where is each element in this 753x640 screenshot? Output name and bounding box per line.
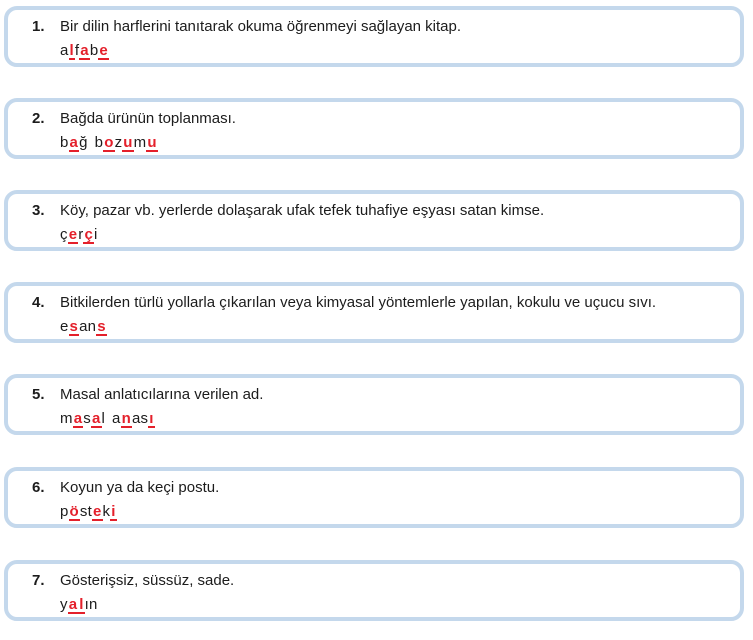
answer-word xyxy=(60,410,155,428)
filled-letter: e xyxy=(93,503,102,520)
filled-letter: i xyxy=(111,503,116,520)
filled-letter: e xyxy=(68,226,78,243)
given-letter: s xyxy=(83,410,91,427)
question-card-3 xyxy=(4,190,744,251)
given-letter: y xyxy=(60,596,68,613)
filled-letter: n xyxy=(121,410,131,427)
answer-word xyxy=(60,318,107,336)
question-clue: Masal anlatıcılarına verilen ad. xyxy=(60,386,264,403)
question-card-5 xyxy=(4,374,744,435)
question-clue: Bağda ürünün toplanması. xyxy=(60,110,236,127)
filled-letter: e xyxy=(99,42,108,59)
given-letter: a xyxy=(131,410,141,427)
given-letter: n xyxy=(87,318,97,335)
question-clue: Koyun ya da keçi postu. xyxy=(60,479,220,496)
filled-letter: a xyxy=(80,42,89,59)
given-letter: ç xyxy=(60,226,68,243)
given-letter: a xyxy=(79,318,88,335)
given-letter: b xyxy=(60,134,69,151)
given-letter: ı xyxy=(84,596,89,613)
answer-word xyxy=(60,134,158,152)
question-card-6 xyxy=(4,467,744,528)
filled-letter: o xyxy=(104,134,114,151)
filled-letter: s xyxy=(69,318,79,335)
filled-letter: u xyxy=(123,134,133,151)
given-letter: s xyxy=(140,410,149,427)
given-letter: ğ xyxy=(79,134,88,151)
filled-letter: l xyxy=(69,42,74,59)
given-letter: e xyxy=(60,318,69,335)
answer-word xyxy=(60,226,98,244)
given-letter: r xyxy=(78,226,84,243)
given-letter: t xyxy=(87,503,92,520)
filled-letter: ı xyxy=(149,410,154,427)
given-letter: b xyxy=(94,134,104,151)
given-letter: p xyxy=(60,503,69,520)
question-number: 3. xyxy=(32,202,45,219)
filled-letter: a xyxy=(91,410,101,427)
given-letter: b xyxy=(89,42,99,59)
answer-word xyxy=(60,42,109,60)
answer-word xyxy=(60,503,117,521)
given-letter: s xyxy=(79,503,88,520)
question-number: 2. xyxy=(32,110,45,127)
filled-letter: u xyxy=(147,134,157,151)
question-card-4 xyxy=(4,282,744,343)
question-clue: Bir dilin harflerini tanıtarak okuma öğrenmeyi sağlayan kitap. xyxy=(60,18,462,35)
filled-letter: a xyxy=(69,134,79,151)
given-letter: m xyxy=(133,134,147,151)
question-card-2 xyxy=(4,98,744,159)
question-clue: Köy, pazar vb. yerlerde dolaşarak ufak tefek tuhafiye eşyası satan kimse. xyxy=(60,202,545,219)
filled-letter: a xyxy=(68,596,78,613)
question-number: 7. xyxy=(32,572,45,589)
given-letter: f xyxy=(74,42,80,59)
given-letter: m xyxy=(60,410,73,427)
given-letter: l xyxy=(101,410,106,427)
filled-letter: s xyxy=(97,318,106,335)
question-number: 1. xyxy=(32,18,45,35)
question-number: 4. xyxy=(32,294,45,311)
given-letter: n xyxy=(89,596,98,613)
filled-letter: ö xyxy=(69,503,79,520)
filled-letter: a xyxy=(73,410,83,427)
question-number: 5. xyxy=(32,386,45,403)
question-card-7 xyxy=(4,560,744,621)
filled-letter: l xyxy=(79,596,84,613)
given-letter: k xyxy=(102,503,111,520)
given-letter: z xyxy=(114,134,123,151)
given-letter: i xyxy=(94,226,98,243)
question-clue: Gösterişsiz, süssüz, sade. xyxy=(60,572,235,589)
question-card-1 xyxy=(4,6,744,67)
question-number: 6. xyxy=(32,479,45,496)
answer-word xyxy=(60,596,98,614)
given-letter: a xyxy=(112,410,121,427)
filled-letter: ç xyxy=(84,226,93,243)
given-letter: a xyxy=(60,42,69,59)
question-clue: Bitkilerden türlü yollarla çıkarılan veya kimyasal yöntemlerle yapılan, kokulu ve uçucu sıvı. xyxy=(60,294,657,311)
